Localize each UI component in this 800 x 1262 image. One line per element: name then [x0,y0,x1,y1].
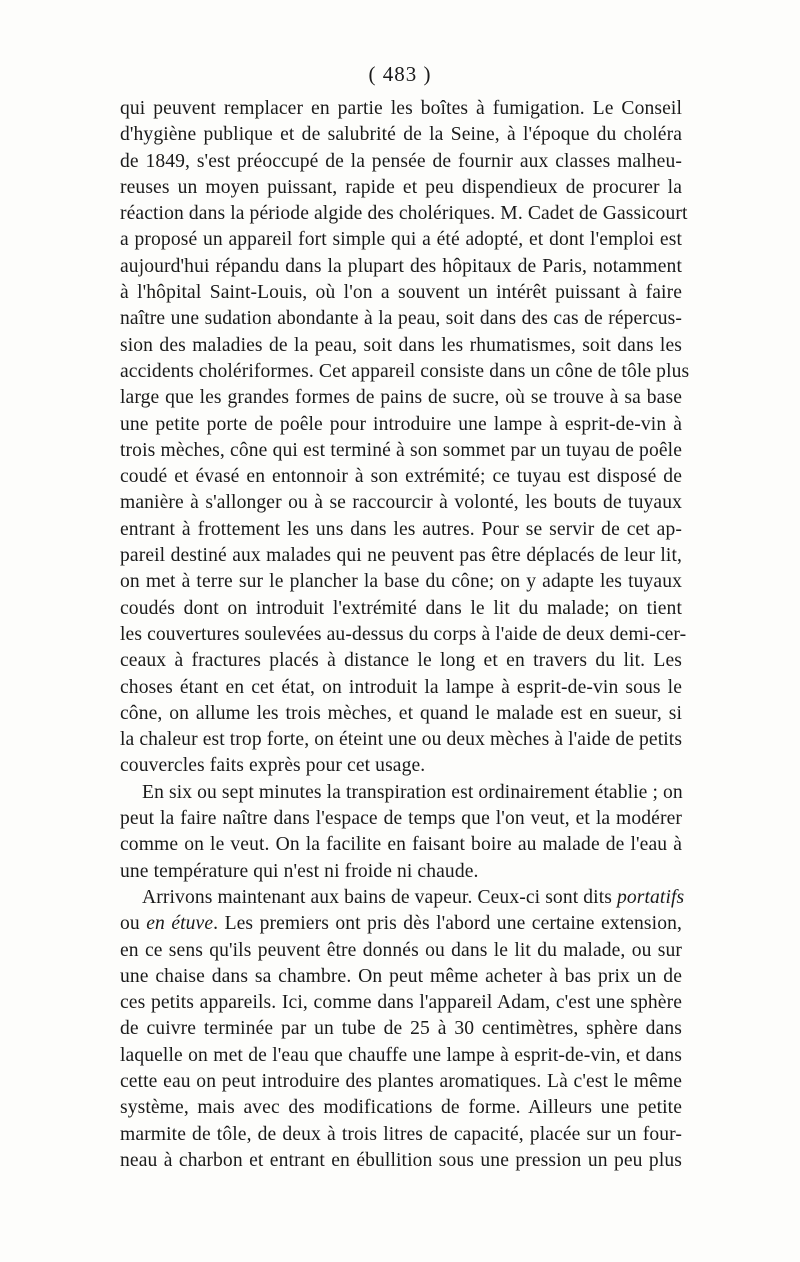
text-line: accidents cholériformes. Cet appareil consiste dans un cône de tôle plus [120,360,690,382]
text-line: à l'hôpital Saint-Louis, où l'on a souvent un intérêt puissant à faire [120,282,682,304]
text-line: a proposé un appareil fort simple qui a été adopté, et dont l'emploi est [120,229,682,251]
text-line: aujourd'hui répandu dans la plupart des hôpitaux de Paris, notamment [120,255,682,277]
body-text [120,96,690,1174]
italic-term: portatifs [616,886,685,908]
text-line: large que les grandes formes de pains de sucre, où se trouve à sa base [120,387,682,409]
text-line: de 1849, s'est préoccupé de la pensée de fournir aux classes malheu- [120,150,682,172]
text-line: trois mèches, cône qui est terminé à son sommet par un tuyau de poêle [120,439,682,461]
text-line: ceaux à fractures placés à distance le long et en travers du lit. Les [120,650,682,672]
text-line: sion des maladies de la peau, soit dans les rhumatismes, soit dans les [120,334,682,356]
italic-term: en étuve [146,913,214,935]
text-line: les couvertures soulevées au-dessus du corps à l'aide de deux demi-cer- [120,623,687,645]
text-line: d'hygiène publique et de salubrité de la Seine, à l'époque du choléra [120,124,682,146]
text-line: en ce sens qu'ils peuvent être donnés ou dans le lit du malade, ou sur [120,939,682,961]
text-line: réaction dans la période algide des cholériques. M. Cadet de Gassicourt [120,203,688,225]
text-line: on met à terre sur le plancher la base du cône; on y adapte les tuyaux [120,571,682,593]
text-line: pareil destiné aux malades qui ne peuvent pas être déplacés de leur lit, [120,545,682,567]
text-line: une petite porte de poêle pour introduire une lampe à esprit-de-vin à [120,413,682,435]
text-line: marmite de tôle, de deux à trois litres de capacité, placée sur un four- [120,1123,682,1145]
text-run: . Les premiers ont pris dès l'abord une certaine extension, [213,913,682,935]
text-line: la chaleur est trop forte, on éteint une ou deux mèches à l'aide de petits [120,729,683,751]
text-run: Arrivons maintenant aux bains de vapeur. Ceux-ci sont dits [142,886,617,908]
paragraph-1 [120,96,690,780]
text-line: couvercles faits exprès pour cet usage. [120,755,426,777]
text-line: comme on le veut. On la facilite en faisant boire au malade de l'eau à [120,834,682,856]
text-line: En six ou sept minutes la transpiration est ordinairement établie ; on [142,781,683,803]
text-line: coudés dont on introduit l'extrémité dans le lit du malade; on tient [120,597,682,619]
text-run: ou [120,913,147,935]
text-line: choses étant en cet état, on introduit la lampe à esprit-de-vin sous le [120,676,682,698]
text-line: qui peuvent remplacer en partie les boîtes à fumigation. Le Conseil [120,98,682,119]
paragraph-2 [120,780,682,885]
page-number: ( 483 ) [368,62,432,86]
text-line: laquelle on met de l'eau que chauffe une lampe à esprit-de-vin, et dans [120,1044,682,1066]
text-line: naître une sudation abondante à la peau, soit dans des cas de répercus- [120,308,682,330]
text-line: peut la faire naître dans l'espace de temps que l'on veut, et la modérer [120,808,682,830]
text-line: une chaise dans sa chambre. On peut même acheter à bas prix un de [120,965,682,987]
paragraph-3 [120,885,685,1174]
text-line [120,885,685,911]
text-line: manière à s'allonger ou à se raccourcir à volonté, les bouts de tuyaux [120,492,682,514]
text-line [120,911,682,937]
text-line: coudé et évasé en entonnoir à son extrémité; ce tuyau est disposé de [120,466,682,488]
text-line: une température qui n'est ni froide ni chaude. [120,860,479,882]
text-line: reuses un moyen puissant, rapide et peu dispendieux de procurer la [120,176,682,198]
text-line: de cuivre terminée par un tube de 25 à 30 centimètres, sphère dans [120,1018,682,1040]
text-line: cône, on allume les trois mèches, et quand le malade est en sueur, si [120,702,682,724]
text-line: cette eau on peut introduire des plantes aromatiques. Là c'est le même [120,1070,682,1092]
text-line: ces petits appareils. Ici, comme dans l'appareil Adam, c'est une sphère [120,992,682,1014]
text-line: entrant à frottement les uns dans les autres. Pour se servir de cet ap- [120,518,682,540]
text-line: neau à charbon et entrant en ébullition sous une pression un peu plus [120,1149,682,1171]
text-line: système, mais avec des modifications de forme. Ailleurs une petite [120,1097,682,1119]
